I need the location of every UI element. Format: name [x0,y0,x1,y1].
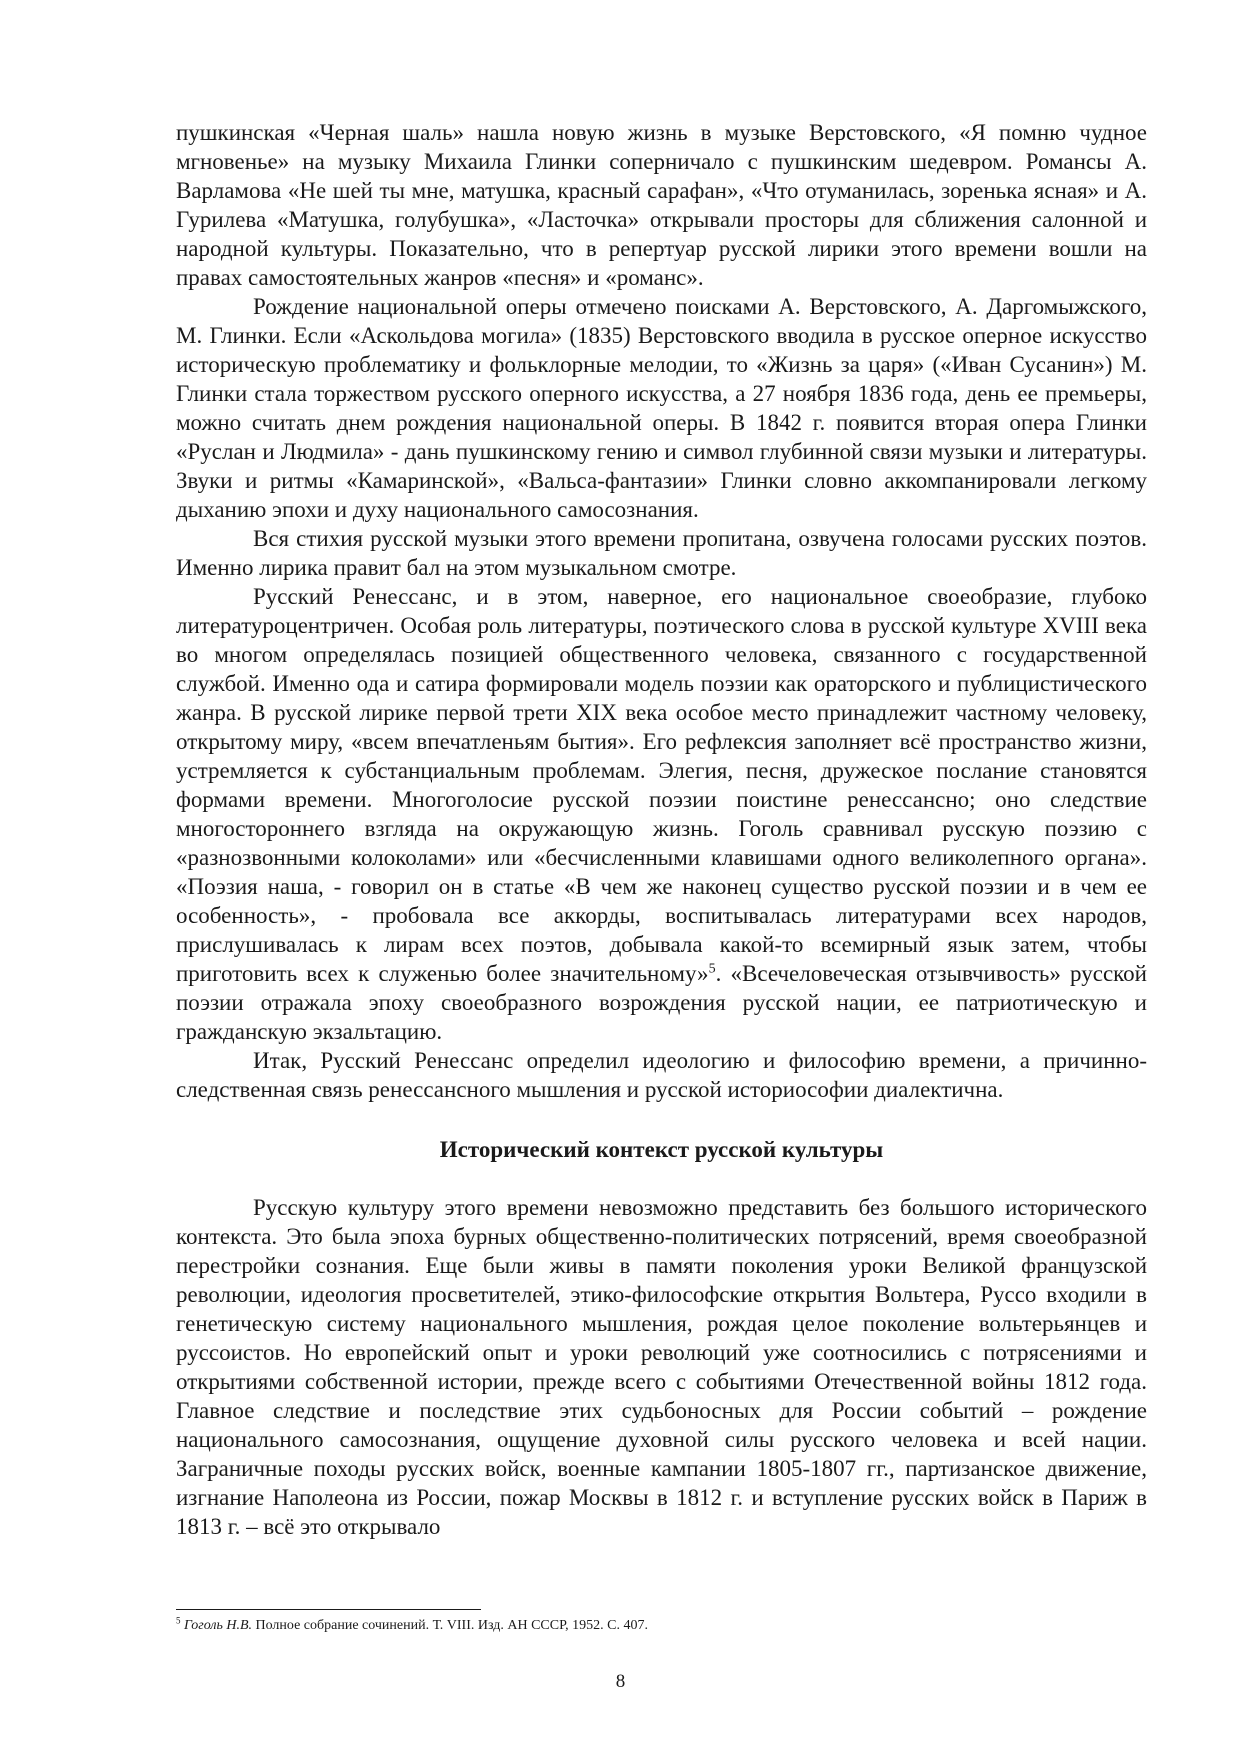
footnote-text: Полное собрание сочинений. Т. VIII. Изд. АН СССР, 1952. С. 407. [252,1618,648,1633]
footnote [176,1617,1147,1635]
paragraph-text-before-ref: Русский Ренессанс, и в этом, наверное, его национальное своеобразие, глубоко литературоцентричен. Особая роль литературы, поэтического слова в русской культуре XVIII века во многом определялась позицией общественного человека, связанного с государственной службой. Именно ода и сатира формировали модель поэзии как ораторского и публицистического жанра. В русской лирике первой трети XIX века особое место принадлежит частному человеку, открытому миру, «всем впечатленьям бытия». Его рефлексия заполняет всё пространство жизни, устремляется к субстанциальным проблемам. Элегия, песня, дружеское послание становятся формами времени. Многоголосие русской поэзии поистине ренессансно; оно следствие многостороннего взгляда на окружающую жизнь. Гоголь сравнивал русскую поэзию с «разнозвонными колоколами» или «бесчисленными клавишами одного великолепного органа». «Поэзия наша, - говорил он в статье «В чем же наконец существо русской поэзии и в чем ее особенность», - пробовала все аккорды, воспитывалась литературами всех народов, прислушивалась к лирам всех поэтов, добывала какой-то всемирный язык затем, чтобы приготовить всех к служенью более значительному» [176,584,1147,986]
section-heading: Исторический контекст русской культуры [439,1137,884,1162]
footnote-reference[interactable]: 5 [708,961,716,977]
footnote-number: 5 [176,1615,181,1626]
paragraph-historical-context: Русскую культуру этого времени невозможно представить без большого исторического контекста. Это была эпоха бурных общественно-политических потрясений, время своеобразной перестройки сознания. Еще были живы в памяти поколения уроки Великой французской революции, идеология просветителей, этико-философские открытия Вольтера, Руссо входили в генетическую систему национального мышления, рождая целое поколение вольтерьянцев и руссоистов. Но европейский опыт и уроки революций уже соотносились с потрясениями и открытиями собственной истории, прежде всего с событиями Отечественной войны 1812 года. Главное следствие и последствие этих судьбоносных для России событий – рождение национального самосознания, ощущение духовной силы русского человека и всей нации. Заграничные походы русских войск, военные кампании 1805-1807 гг., партизанское движение, изгнание Наполеона из России, пожар Москвы в 1812 г. и вступление русских войск в Париж в 1813 г. – всё это открывало [176,1195,1147,1539]
page-number: 8 [615,1671,626,1692]
paragraph-national-opera: Рождение национальной оперы отмечено поисками А. Верстовского, А. Даргомыжского, М. Глинки. Если «Аскольдова могила» (1835) Верстовского вводила в русское оперное искусство историческую проблематику и фольклорные мелодии, то «Жизнь за царя» («Иван Сусанин») М. Глинки стала торжеством русского оперного искусства, а 27 ноября 1836 года, день ее премьеры, можно считать днем рождения национальной оперы. В 1842 г. появится вторая опера Глинки «Руслан и Людмила» - дань пушкинскому гению и символ глубинной связи музыки и литературы. Звуки и ритмы «Камаринской», «Вальса-фантазии» Глинки словно аккомпанировали легкому дыханию эпохи и духу национального самосознания. [176,294,1147,522]
paragraph-continuation: пушкинская «Черная шаль» нашла новую жизнь в музыке Верстовского, «Я помню чудное мгновенье» на музыку Михаила Глинки соперничало с пушкинским шедевром. Романсы А. Варламова «Не шей ты мне, матушка, красный сарафан», «Что отуманилась, зоренька ясная» и А. Гурилева «Матушка, голубушка», «Ласточка» открывали просторы для сближения салонной и народной культуры. Показательно, что в репертуар русской лирики этого времени вошли на правах самостоятельных жанров «песня» и «романс». [176,120,1147,290]
footnote-author: Гоголь Н.В. [184,1618,252,1633]
page-body [176,118,1147,1541]
paragraph-text-after-ref: . «Всечеловеческая отзывчивость» русской поэзии отражала эпоху своеобразного возрождения русской нации, ее патриотическую и гражданскую экзальтацию. [176,961,1147,1044]
paragraph-conclusion: Итак, Русский Ренессанс определил идеологию и философию времени, а причинно-следственная связь ренессансного мышления и русской историософии диалектична. [176,1048,1147,1102]
footnote-divider [176,1609,481,1610]
paragraph-music-poets: Вся стихия русской музыки этого времени пропитана, озвучена голосами русских поэтов. Именно лирика правит бал на этом музыкальном смотре. [176,526,1147,580]
paragraph-russian-renaissance [176,582,1147,1046]
